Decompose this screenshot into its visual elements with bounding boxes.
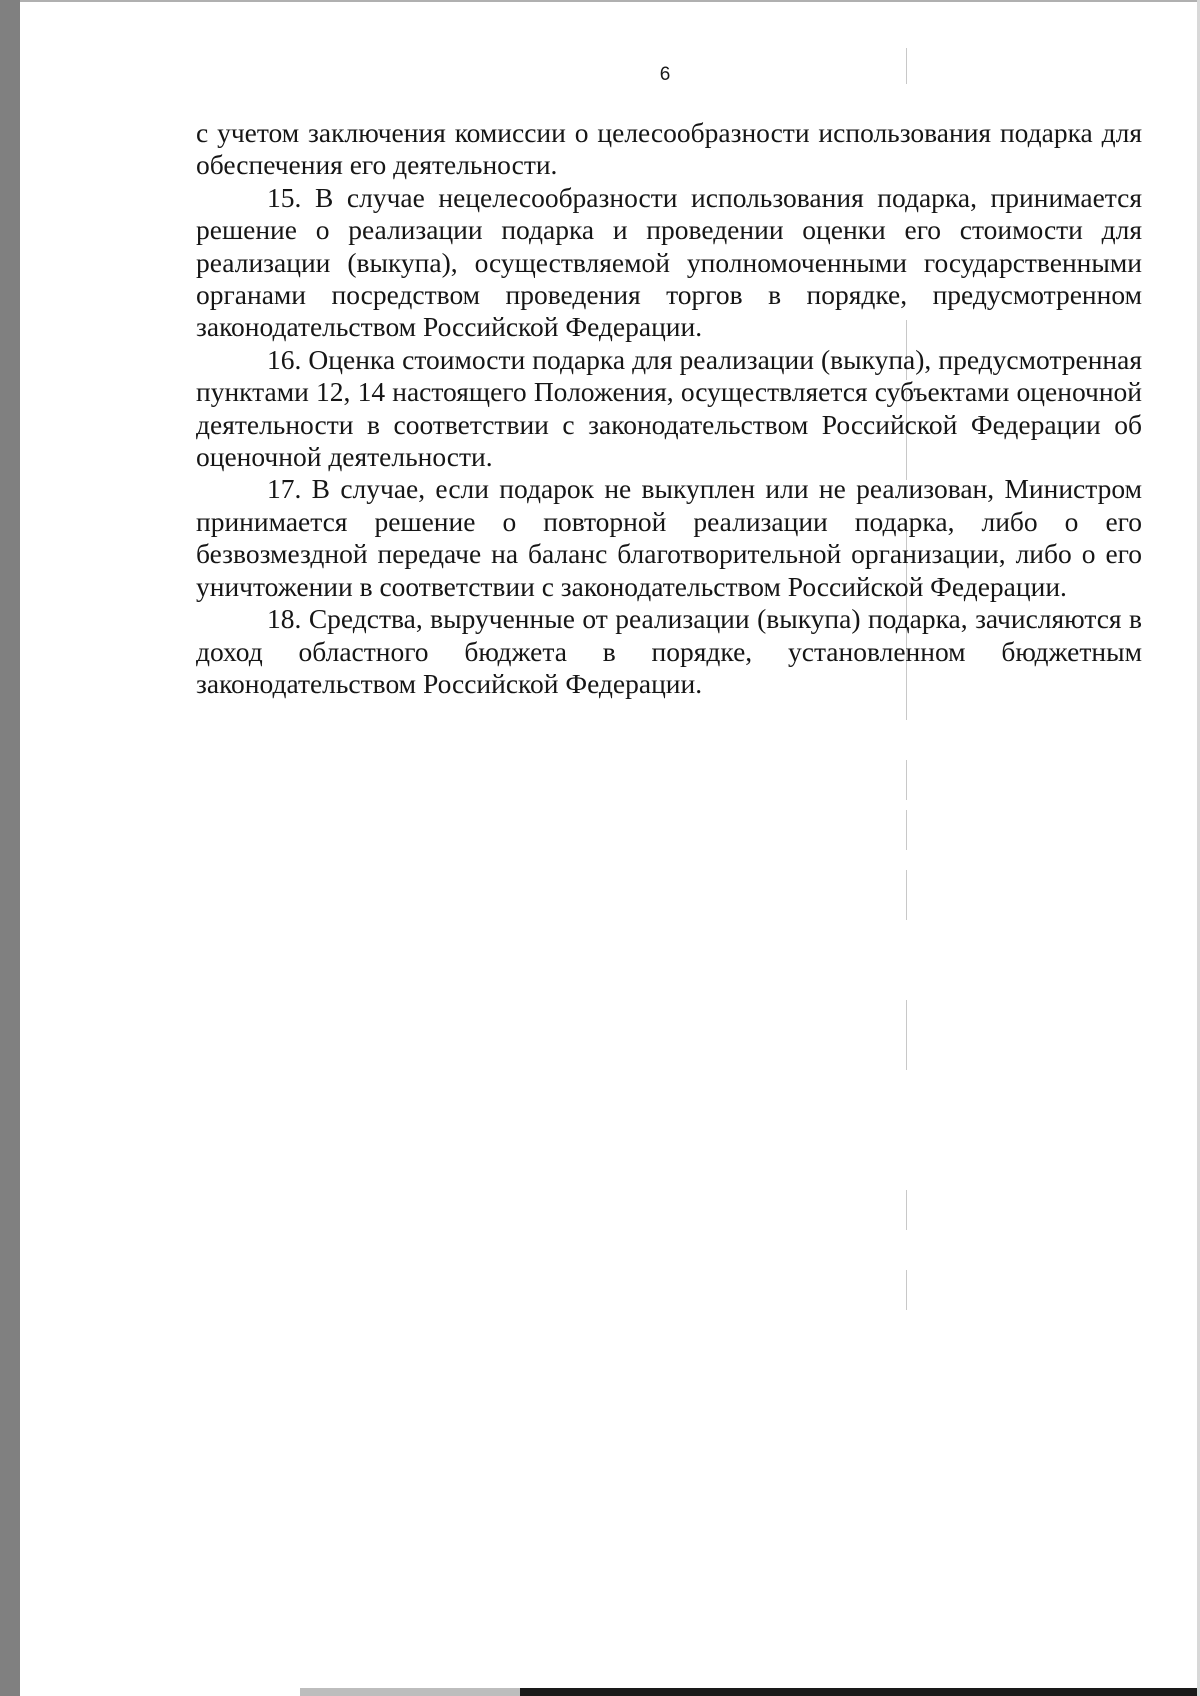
scan-border-left	[0, 0, 20, 1696]
document-body	[196, 117, 1142, 700]
fold-line	[906, 1000, 907, 1070]
paragraph: с учетом заключения комиссии о целесообразности использования подарка для обеспечения его деятельности.	[196, 117, 1142, 181]
fold-line	[906, 1190, 907, 1230]
scan-border-top	[20, 0, 1200, 2]
paragraph: 15. В случае нецелесообразности использования подарка, принимается решение о реализации подарка и проведении оценки его стоимости для реализации (выкупа), осуществляемой уполномоченными государственными органами посредством проведения торгов в порядке, предусмотренном законодательством Российской Федерации.	[196, 181, 1142, 343]
paragraph: 16. Оценка стоимости подарка для реализации (выкупа), предусмотренная пунктами 12, 14 настоящего Положения, осуществляется субъектами оценочной деятельности в соответствии с законодательством Российской Федерации об оценочной деятельности.	[196, 343, 1142, 473]
paragraph: 18. Средства, вырученные от реализации (выкупа) подарка, зачисляются в доход областного бюджета в порядке, установленном бюджетным законодательством Российской Федерации.	[196, 603, 1142, 699]
fold-line	[906, 870, 907, 920]
fold-line	[906, 810, 907, 850]
fold-line	[906, 760, 907, 800]
scan-border-bottom-light	[300, 1688, 520, 1696]
paragraph: 17. В случае, если подарок не выкуплен или не реализован, Министром принимается решение о повторной реализации подарка, либо о его безвозмездной передаче на баланс благотворительной организации, либо о его уничтожении в соответствии с законодательством Российской Федерации.	[196, 473, 1142, 602]
fold-line	[906, 1270, 907, 1310]
page-number: 6	[659, 64, 671, 85]
